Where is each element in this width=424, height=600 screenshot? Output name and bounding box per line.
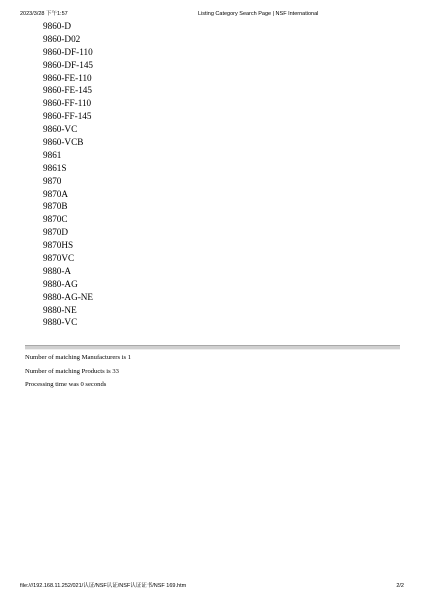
manufacturer-count: Number of matching Manufacturers is 1 [25, 354, 132, 361]
model-item: 9870D [43, 227, 69, 238]
model-item: 9870VC [43, 253, 75, 264]
processing-time: Processing time was 0 seconds [25, 381, 107, 388]
model-item: 9880-A [43, 265, 72, 276]
model-item: 9870C [43, 214, 68, 225]
model-item: 9880-AG [43, 278, 78, 289]
model-item: 9860-FF-145 [43, 111, 92, 122]
page-title: Listing Category Search Page | NSF International [198, 11, 319, 17]
model-item: 9860-DF-110 [43, 46, 93, 57]
print-footer [20, 581, 404, 591]
model-item: 9880-NE [43, 304, 77, 315]
product-count: Number of matching Products is 33 [25, 367, 119, 375]
file-path: file:///192.168.11.252/021/认证/NSF认证/NSF认证证书/NSF 169.htm [20, 583, 187, 589]
model-item: 9861 [43, 149, 62, 160]
model-item: 9880-AG-NE [43, 291, 94, 302]
print-timestamp: 2023/3/28 下午1:57 [20, 11, 68, 17]
model-item: 9860-FE-145 [43, 85, 92, 96]
model-list [43, 20, 93, 329]
search-summary [25, 351, 131, 392]
page-number: 2/2 [396, 583, 404, 589]
model-item: 9861S [43, 162, 67, 173]
model-item: 9860-FE-110 [43, 72, 92, 83]
model-item: 9860-VCB [43, 137, 84, 148]
model-item: 9870 [43, 175, 62, 186]
print-header [20, 9, 404, 19]
model-item: 9870HS [43, 240, 74, 251]
model-item: 9870B [43, 201, 68, 212]
model-item: 9880-VC [43, 317, 78, 328]
model-item: 9860-FF-110 [43, 98, 92, 109]
model-item: 9860-VC [43, 124, 78, 135]
model-item: 9860-DF-145 [43, 59, 94, 70]
model-item: 9860-D [43, 21, 72, 31]
model-item: 9870A [43, 188, 69, 199]
model-item: 9860-D02 [43, 33, 81, 44]
section-divider [25, 345, 400, 350]
